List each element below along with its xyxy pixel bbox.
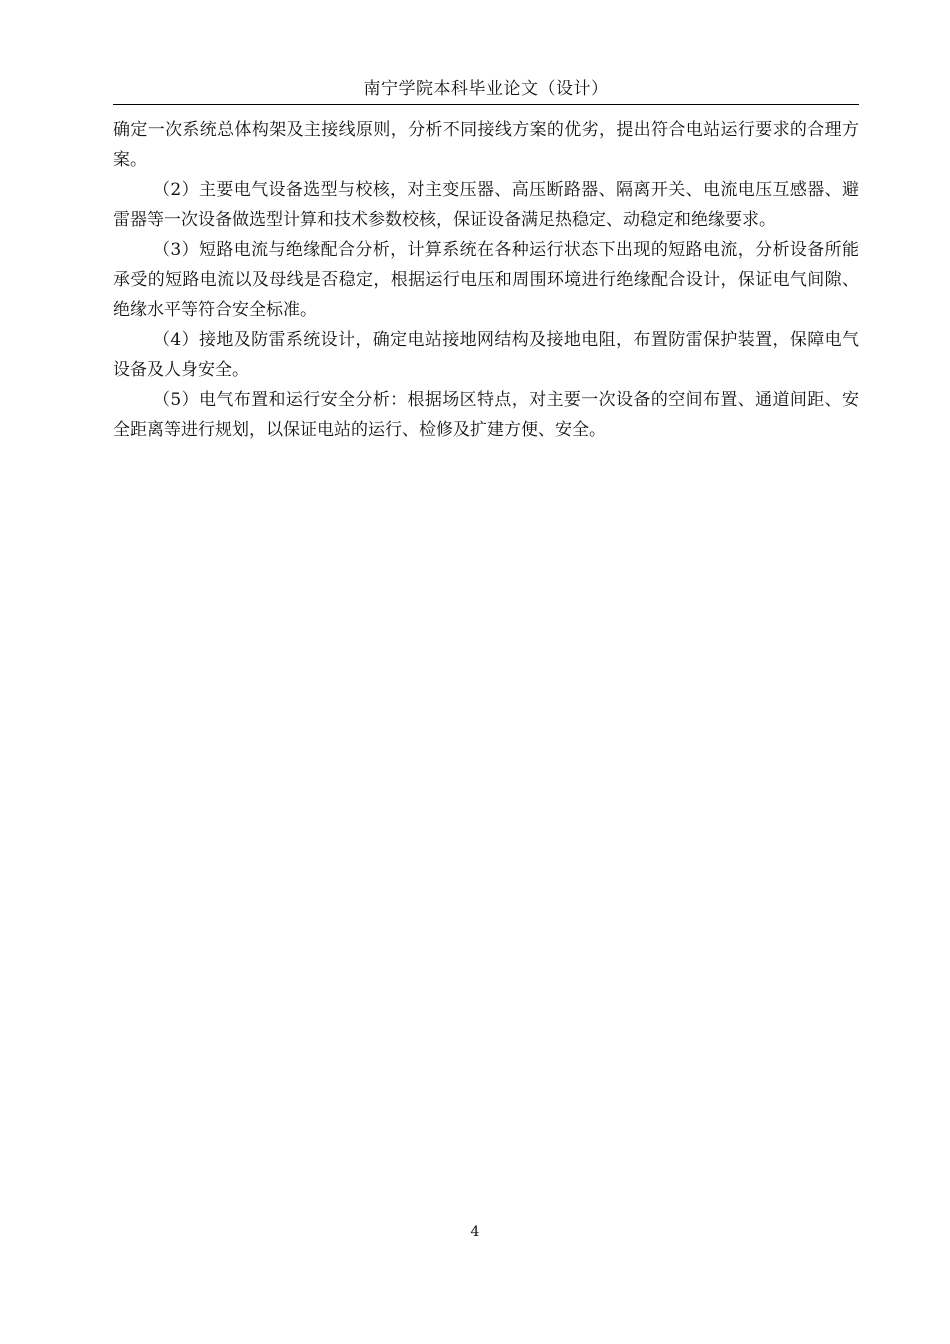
paragraph-item-2: （2）主要电气设备选型与校核，对主变压器、高压断路器、隔离开关、电流电压互感器、避雷器等一次设备做选型计算和技术参数校核，保证设备满足热稳定、动稳定和绝缘要求。 (113, 180, 859, 230)
paragraph-item-3: （3）短路电流与绝缘配合分析，计算系统在各种运行状态下出现的短路电流，分析设备所能承受的短路电流以及母线是否稳定，根据运行电压和周围环境进行绝缘配合设计，保证电气间隙、绝缘水平等符合安全标准。 (113, 240, 859, 320)
paragraph-item-5: （5）电气布置和运行安全分析：根据场区特点，对主要一次设备的空间布置、通道间距、安全距离等进行规划，以保证电站的运行、检修及扩建方便、安全。 (113, 390, 859, 440)
header-divider (113, 104, 859, 105)
paragraph-continuation: 确定一次系统总体构架及主接线原则，分析不同接线方案的优劣，提出符合电站运行要求的合理方案。 (113, 120, 859, 170)
document-body (113, 115, 859, 445)
paragraph-item-4: （4）接地及防雷系统设计，确定电站接地网结构及接地电阻，布置防雷保护装置，保障电气设备及人身安全。 (113, 330, 859, 380)
page-number: 4 (470, 1224, 480, 1240)
page-header-title: 南宁学院本科毕业论文（设计） (363, 79, 609, 99)
